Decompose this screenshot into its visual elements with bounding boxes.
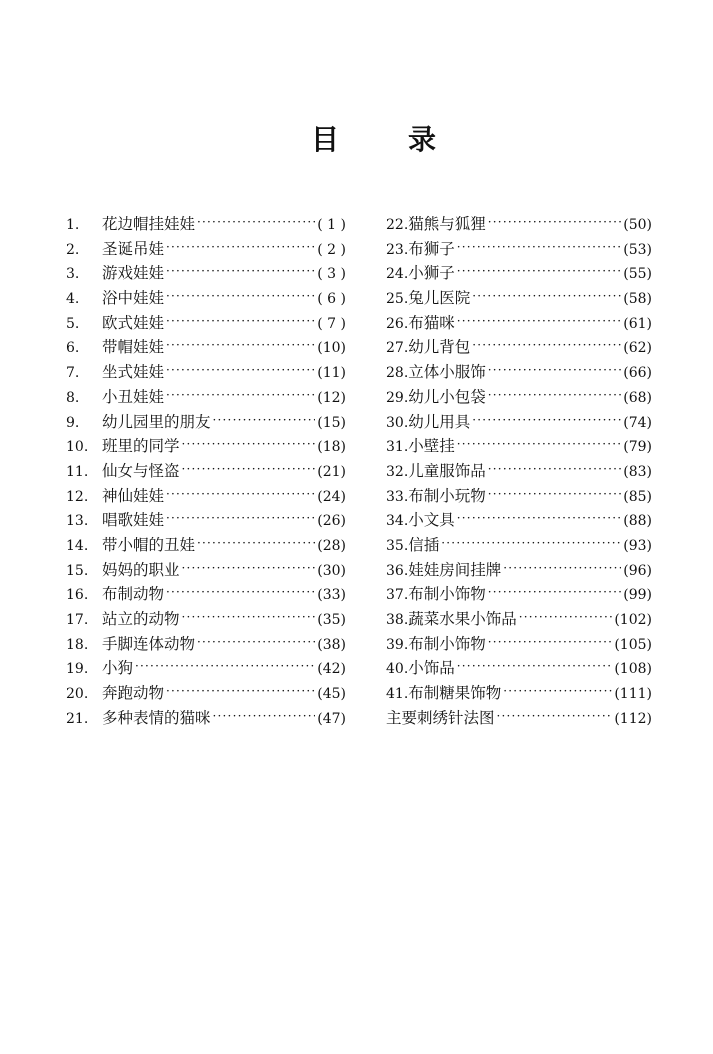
entry-page-number: (50) xyxy=(623,217,652,233)
entry-page-number: ( 7 ) xyxy=(317,315,346,332)
entry-number: 30. xyxy=(386,414,409,431)
entry-page-number: (47) xyxy=(317,710,346,727)
entry-title: 布制动物 xyxy=(102,585,165,604)
entry-number: 41. xyxy=(386,686,409,703)
entry-number: 26. xyxy=(386,315,409,332)
toc-column-left xyxy=(66,212,346,730)
leader-dots xyxy=(182,457,316,482)
entry-number: 28. xyxy=(386,365,409,382)
entry-title: 小饰品 xyxy=(408,659,455,678)
leader-dots xyxy=(213,704,316,729)
leader-dots xyxy=(166,358,315,383)
entry-number: 40. xyxy=(386,661,409,678)
toc-entry xyxy=(66,434,346,459)
entry-title: 主要刺绣针法图 xyxy=(386,708,495,727)
toc-entry xyxy=(66,533,346,558)
entry-title: 站立的动物 xyxy=(102,610,180,628)
entry-page-number: (68) xyxy=(623,389,652,406)
toc-entry xyxy=(386,385,652,410)
entry-number: 3. xyxy=(66,266,80,283)
toc-entry xyxy=(66,706,346,731)
toc-entry xyxy=(386,360,652,385)
entry-number: 2. xyxy=(66,241,80,258)
toc-entry xyxy=(386,286,652,311)
entry-page-number: (105) xyxy=(614,636,652,653)
entry-number: 19. xyxy=(66,661,89,678)
leader-dots xyxy=(488,457,621,482)
entry-page-number: (21) xyxy=(317,463,346,480)
toc-entry xyxy=(386,681,652,706)
leader-dots xyxy=(457,432,621,457)
entry-title: 班里的同学 xyxy=(102,437,180,456)
entry-page-number: ( 3 ) xyxy=(317,266,346,283)
toc-entry xyxy=(386,508,652,533)
entry-page-number: (61) xyxy=(623,315,652,332)
toc-entry xyxy=(66,335,346,360)
entry-title: 仙女与怪盗 xyxy=(102,461,180,480)
entry-title: 多种表情的猫咪 xyxy=(102,708,211,727)
leader-dots xyxy=(166,506,315,531)
entry-title: 花边帽挂娃娃 xyxy=(102,215,196,233)
leader-dots xyxy=(503,679,612,704)
toc-entry xyxy=(386,434,652,459)
toc-entry xyxy=(386,706,652,731)
leader-dots xyxy=(135,654,315,679)
entry-number: 4. xyxy=(66,291,80,308)
toc-entry xyxy=(386,335,652,360)
entry-title: 幼儿小包袋 xyxy=(408,387,486,406)
toc-entry xyxy=(66,286,346,311)
leader-dots xyxy=(488,630,613,655)
entry-number: 9. xyxy=(66,414,80,431)
entry-page-number: (93) xyxy=(623,537,652,554)
entry-page-number: (18) xyxy=(317,439,346,456)
leader-dots xyxy=(166,482,315,507)
entry-page-number: (24) xyxy=(317,488,346,505)
entry-number: 17. xyxy=(66,612,89,628)
toc-entry xyxy=(386,311,652,336)
entry-title: 小壁挂 xyxy=(408,437,455,456)
leader-dots xyxy=(441,531,621,556)
entry-page-number: (112) xyxy=(614,710,652,727)
leader-dots xyxy=(472,333,621,358)
entry-number: 15. xyxy=(66,562,89,579)
toc-entry xyxy=(386,582,652,607)
leader-dots xyxy=(166,679,315,704)
leader-dots xyxy=(166,383,315,408)
leader-dots xyxy=(197,210,315,235)
toc-entry xyxy=(386,607,652,632)
entry-page-number: (83) xyxy=(623,463,652,480)
entry-page-number: (85) xyxy=(623,488,652,505)
entry-number: 27. xyxy=(386,340,409,357)
entry-page-number: (33) xyxy=(317,587,346,604)
entry-page-number: ( 2 ) xyxy=(317,241,346,258)
entry-title: 布制小饰物 xyxy=(408,634,486,653)
toc-entry xyxy=(66,261,346,286)
title-char-2: 录 xyxy=(408,123,437,156)
entry-number: 14. xyxy=(66,537,89,554)
leader-dots xyxy=(166,580,315,605)
entry-title: 浴中娃娃 xyxy=(102,289,165,308)
entry-number: 13. xyxy=(66,513,89,530)
leader-dots xyxy=(166,259,315,284)
entry-title: 带帽娃娃 xyxy=(102,338,165,357)
toc-entry xyxy=(386,237,652,262)
toc-entry xyxy=(66,656,346,681)
leader-dots xyxy=(503,556,621,581)
leader-dots xyxy=(457,259,621,284)
entry-number: 38. xyxy=(386,612,409,628)
entry-number: 29. xyxy=(386,389,409,406)
entry-page-number: (30) xyxy=(317,562,346,579)
leader-dots xyxy=(166,333,315,358)
entry-number: 24. xyxy=(386,266,409,283)
entry-number: 22. xyxy=(386,217,409,233)
leader-dots xyxy=(166,309,315,334)
entry-number: 33. xyxy=(386,488,409,505)
toc-entry xyxy=(386,656,652,681)
entry-title: 布制小饰物 xyxy=(408,585,486,604)
toc-entry xyxy=(66,237,346,262)
leader-dots xyxy=(488,580,621,605)
toc-entry xyxy=(66,410,346,435)
entry-number: 23. xyxy=(386,241,409,258)
entry-title: 奔跑动物 xyxy=(102,684,165,703)
entry-number: 7. xyxy=(66,365,80,382)
entry-title: 小狗 xyxy=(102,659,134,678)
entry-title: 手脚连体动物 xyxy=(102,634,196,653)
entry-title: 唱歌娃娃 xyxy=(102,511,165,530)
entry-title: 小丑娃娃 xyxy=(102,387,165,406)
entry-page-number: (11) xyxy=(317,365,346,382)
leader-dots xyxy=(519,605,613,630)
entry-title: 游戏娃娃 xyxy=(102,264,165,283)
entry-number: 39. xyxy=(386,636,409,653)
entry-title: 圣诞吊娃 xyxy=(102,239,165,258)
leader-dots xyxy=(213,408,316,433)
entry-page-number: (108) xyxy=(614,661,652,678)
entry-title: 布猫咪 xyxy=(408,313,455,332)
entry-page-number: (88) xyxy=(623,513,652,530)
entry-page-number: (38) xyxy=(317,636,346,653)
entry-page-number: (42) xyxy=(317,661,346,678)
entry-page-number: (12) xyxy=(317,389,346,406)
toc-entry xyxy=(386,632,652,657)
toc-entry xyxy=(386,484,652,509)
toc-entry xyxy=(66,212,346,237)
entry-title: 兔儿医院 xyxy=(408,289,471,308)
entry-title: 幼儿用具 xyxy=(408,412,471,431)
leader-dots xyxy=(457,654,613,679)
toc-entry xyxy=(386,212,652,237)
entry-title: 儿童服饰品 xyxy=(408,461,486,480)
entry-number: 37. xyxy=(386,587,409,604)
toc-entry xyxy=(66,459,346,484)
entry-page-number: (15) xyxy=(317,414,346,431)
leader-dots xyxy=(488,383,621,408)
leader-dots xyxy=(182,556,316,581)
toc-entry xyxy=(386,533,652,558)
leader-dots xyxy=(472,284,621,309)
entry-number: 36. xyxy=(386,562,409,579)
entry-number: 16. xyxy=(66,587,89,604)
entry-title: 布制小玩物 xyxy=(408,486,486,505)
leader-dots xyxy=(182,605,316,630)
entry-page-number: (74) xyxy=(623,414,652,431)
entry-page-number: (35) xyxy=(317,612,346,628)
entry-title: 幼儿园里的朋友 xyxy=(102,412,211,431)
toc-entry xyxy=(386,410,652,435)
entry-title: 猫熊与狐狸 xyxy=(408,215,486,233)
entry-title: 坐式娃娃 xyxy=(102,363,165,382)
entry-number: 20. xyxy=(66,686,89,703)
toc-entry xyxy=(66,360,346,385)
leader-dots xyxy=(457,235,621,260)
leader-dots xyxy=(166,235,315,260)
entry-title: 蔬菜水果小饰品 xyxy=(408,610,517,628)
entry-number: 1. xyxy=(66,217,80,233)
entry-number: 35. xyxy=(386,537,409,554)
entry-page-number: (26) xyxy=(317,513,346,530)
leader-dots xyxy=(497,704,613,729)
leader-dots xyxy=(197,630,315,655)
entry-number: 31. xyxy=(386,439,409,456)
leader-dots xyxy=(472,408,621,433)
entry-number: 8. xyxy=(66,389,80,406)
leader-dots xyxy=(197,531,315,556)
entry-title: 信插 xyxy=(408,535,440,554)
entry-page-number: (96) xyxy=(623,562,652,579)
toc-entry xyxy=(66,681,346,706)
toc-entry xyxy=(386,459,652,484)
toc-entry xyxy=(66,582,346,607)
entry-page-number: (45) xyxy=(317,686,346,703)
toc-entry xyxy=(66,607,346,632)
entry-page-number: (99) xyxy=(623,587,652,604)
toc-column-right xyxy=(386,212,652,730)
entry-number: 11. xyxy=(66,463,89,480)
entry-page-number: ( 6 ) xyxy=(317,291,346,308)
entry-title: 神仙娃娃 xyxy=(102,486,165,505)
entry-title: 娃娃房间挂牌 xyxy=(408,560,502,579)
entry-title: 小文具 xyxy=(408,511,455,530)
entry-title: 立体小服饰 xyxy=(408,363,486,382)
leader-dots xyxy=(488,358,621,383)
toc-entry xyxy=(66,311,346,336)
leader-dots xyxy=(182,432,316,457)
entry-title: 小狮子 xyxy=(408,264,455,283)
toc-entry xyxy=(386,261,652,286)
entry-title: 带小帽的丑娃 xyxy=(102,535,196,554)
entry-title: 布狮子 xyxy=(408,239,455,258)
entry-page-number: (111) xyxy=(614,686,652,703)
leader-dots xyxy=(488,482,621,507)
entry-page-number: (62) xyxy=(623,340,652,357)
entry-page-number: (28) xyxy=(317,537,346,554)
entry-title: 布制糖果饰物 xyxy=(408,684,502,703)
entry-number: 6. xyxy=(66,340,80,357)
entry-number: 21. xyxy=(66,710,89,727)
entry-number: 34. xyxy=(386,513,409,530)
entry-page-number: (66) xyxy=(623,365,652,382)
entry-number: 25. xyxy=(386,291,409,308)
entry-title: 妈妈的职业 xyxy=(102,560,180,579)
entry-page-number: (102) xyxy=(614,612,652,628)
entry-page-number: (53) xyxy=(623,241,652,258)
entry-page-number: ( 1 ) xyxy=(317,217,346,233)
leader-dots xyxy=(166,284,315,309)
toc-entry xyxy=(386,558,652,583)
entry-page-number: (10) xyxy=(317,340,346,357)
leader-dots xyxy=(457,309,621,334)
entry-number: 5. xyxy=(66,315,80,332)
leader-dots xyxy=(457,506,621,531)
entry-number: 32. xyxy=(386,463,409,480)
entry-page-number: (58) xyxy=(623,291,652,308)
entry-page-number: (55) xyxy=(623,266,652,283)
toc-entry xyxy=(66,508,346,533)
title-char-1: 目 xyxy=(311,123,340,156)
toc-entry xyxy=(66,632,346,657)
entry-number: 18. xyxy=(66,636,89,653)
page-title xyxy=(0,118,713,158)
entry-number: 12. xyxy=(66,488,89,505)
entry-title: 欧式娃娃 xyxy=(102,313,165,332)
toc-entry xyxy=(66,385,346,410)
entry-page-number: (79) xyxy=(623,439,652,456)
entry-title: 幼儿背包 xyxy=(408,338,471,357)
entry-number: 10. xyxy=(66,439,89,456)
leader-dots xyxy=(488,210,621,235)
toc-entry xyxy=(66,484,346,509)
toc-entry xyxy=(66,558,346,583)
